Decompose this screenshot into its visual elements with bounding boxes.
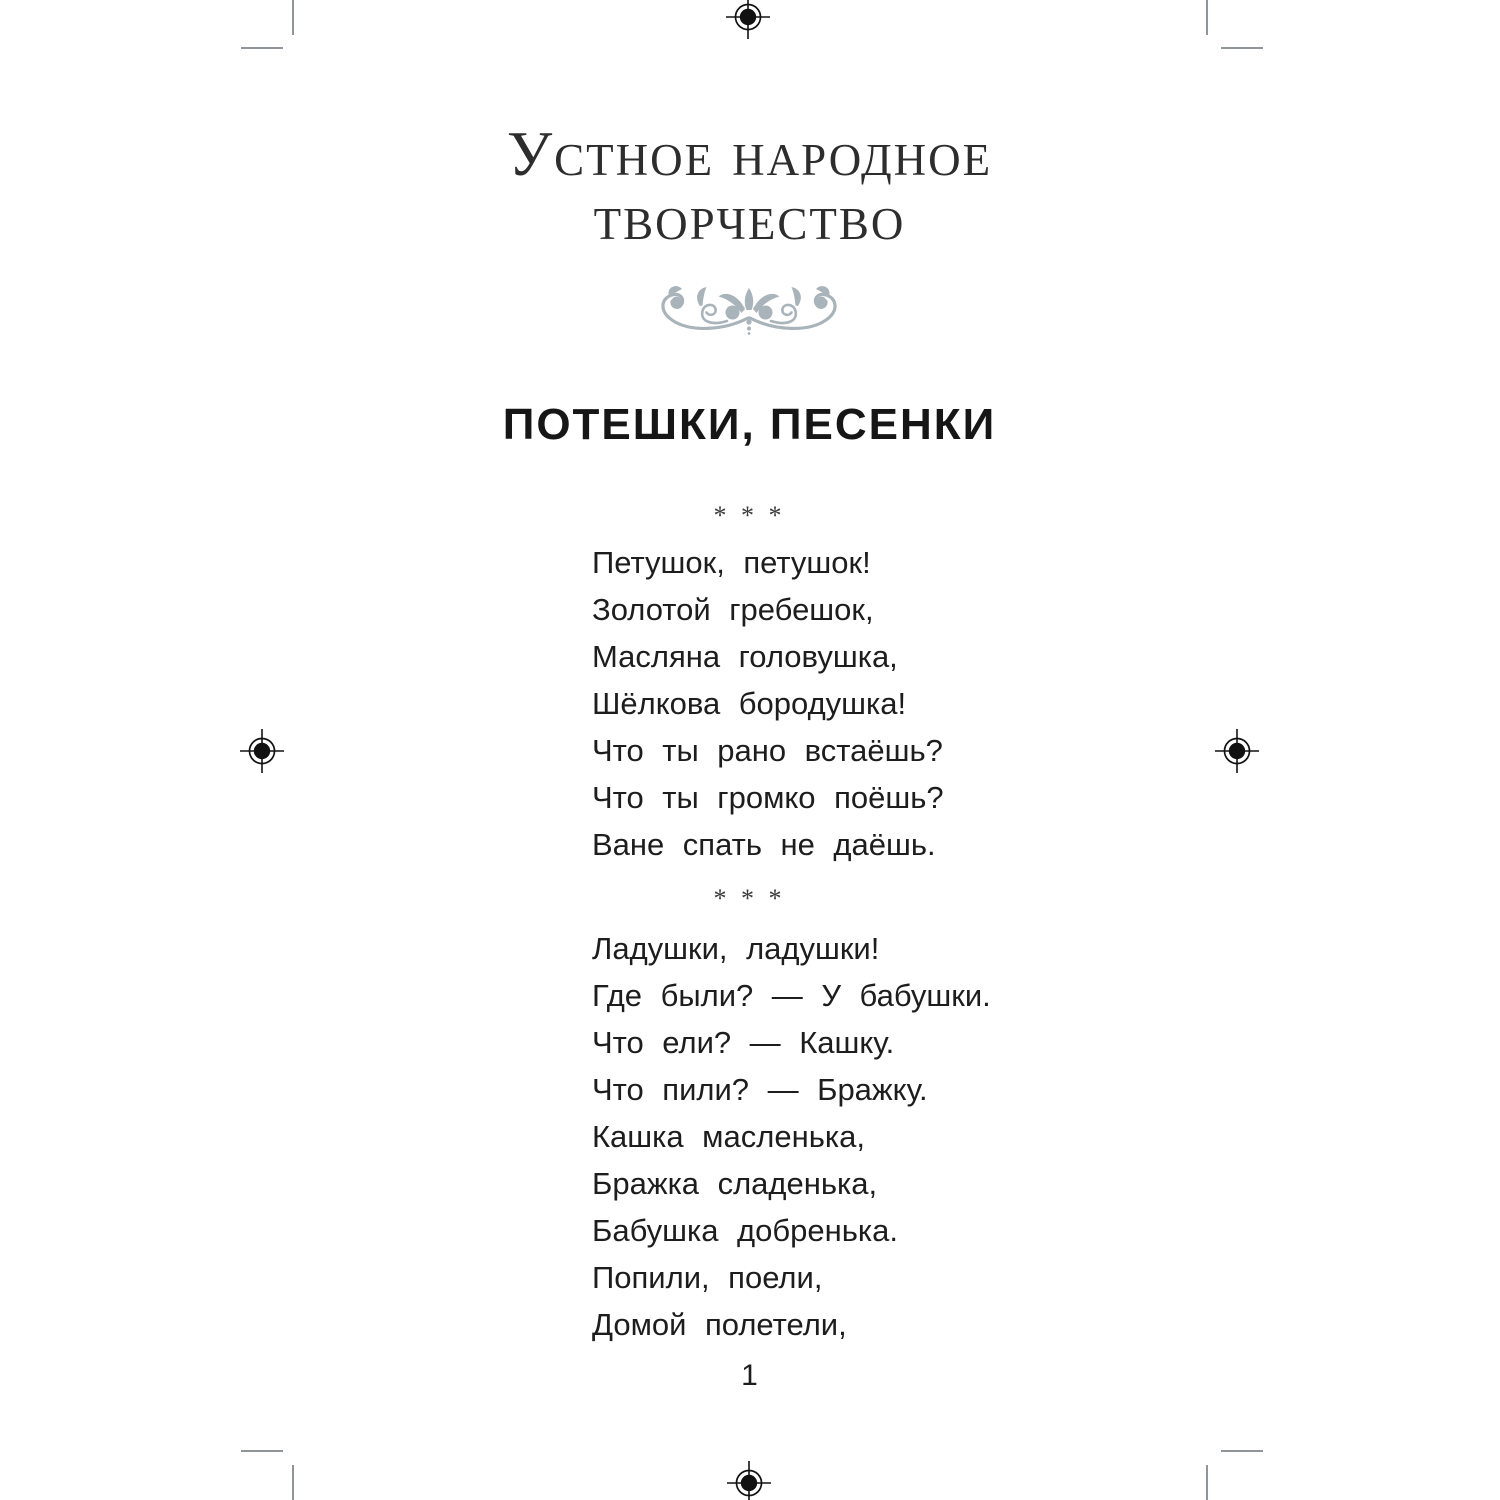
poem-line: Домой полетели,	[592, 1307, 847, 1342]
crop-mark	[1221, 1450, 1263, 1452]
registration-mark-icon	[727, 1461, 771, 1500]
poem-line: Что ты громко поёшь?	[592, 780, 944, 815]
poem-line: Ване спать не даёшь.	[592, 827, 936, 862]
registration-mark-icon	[240, 729, 284, 773]
poem-line: Шёлкова бородушка!	[592, 686, 907, 721]
section-title	[293, 118, 1206, 253]
registration-mark-icon	[726, 0, 770, 39]
poem-line: Что ели? — Кашку.	[592, 1025, 895, 1060]
crop-mark	[241, 47, 283, 49]
page-number: 1	[741, 1359, 758, 1392]
poem	[592, 925, 1072, 1348]
poem-line: Бабушка добренька.	[592, 1213, 898, 1248]
poem-line: Где были? — У бабушки.	[592, 978, 991, 1013]
section-title-line: Устное народное	[506, 118, 993, 189]
flourish-ornament-icon	[649, 286, 849, 340]
poem-separator: * * *	[713, 884, 786, 913]
crop-mark	[292, 1465, 294, 1500]
poem-line: Кашка масленька,	[592, 1119, 865, 1154]
crop-mark	[1206, 0, 1208, 35]
chapter-heading: ПОТЕШКИ, ПЕСЕНКИ	[502, 400, 997, 449]
section-title-line: творчество	[593, 182, 906, 253]
poem	[592, 539, 1072, 868]
poem-line: Масляна головушка,	[592, 639, 898, 674]
poem-line: Попили, поели,	[592, 1260, 823, 1295]
crop-mark	[1206, 1465, 1208, 1500]
poem-line: Бражка сладенька,	[592, 1166, 878, 1201]
crop-mark	[241, 1450, 283, 1452]
poem-separator: * * *	[713, 501, 786, 530]
registration-mark-icon	[1215, 729, 1259, 773]
crop-mark	[1221, 47, 1263, 49]
poem-line: Что пили? — Бражку.	[592, 1072, 928, 1107]
poem-line: Петушок, петушок!	[592, 545, 871, 580]
poem-line: Золотой гребешок,	[592, 592, 874, 627]
crop-mark	[292, 0, 294, 35]
poem-line: Ладушки, ладушки!	[592, 931, 880, 966]
poem-line: Что ты рано встаёшь?	[592, 733, 943, 768]
